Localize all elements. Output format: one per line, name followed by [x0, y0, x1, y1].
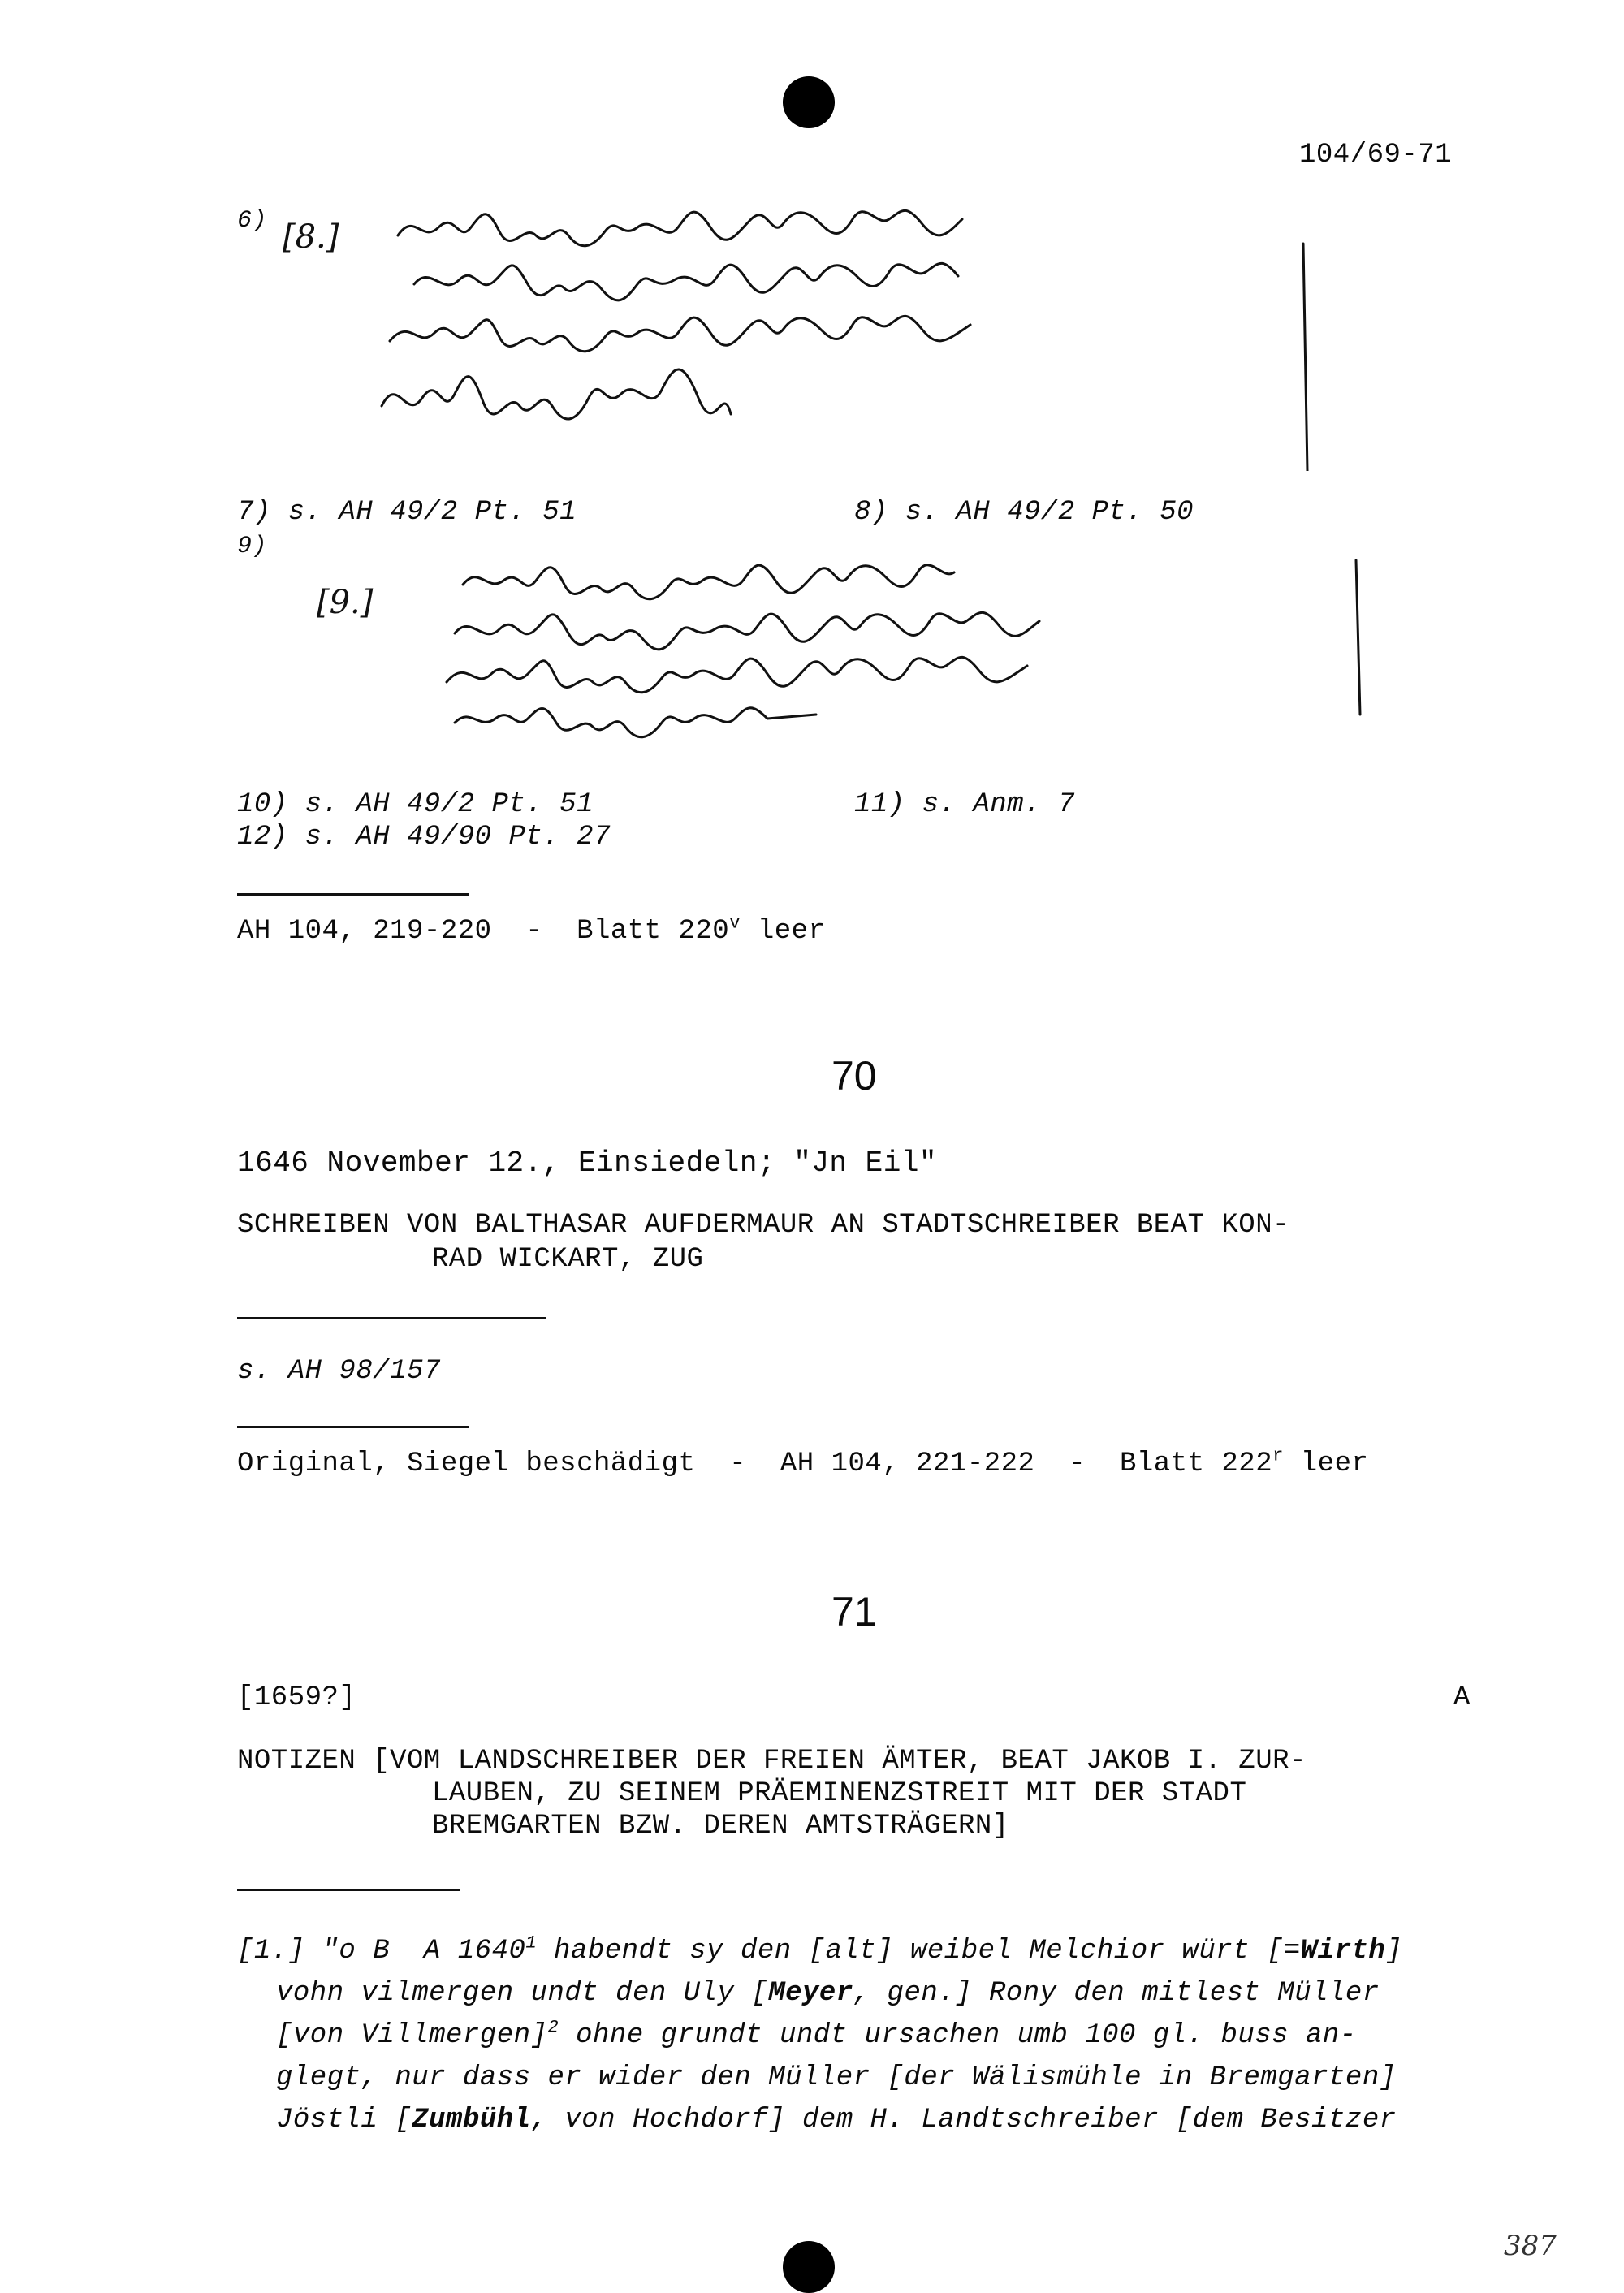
footnote-10: 10) s. AH 49/2 Pt. 51	[237, 789, 594, 820]
footnote-12: 12) s. AH 49/90 Pt. 27	[237, 822, 611, 853]
punch-hole-top	[783, 76, 835, 128]
footnote-marker: 2	[547, 2017, 559, 2038]
body-text: ]	[1385, 1936, 1403, 1967]
body-text: ohne grundt undt ursachen umb 100 gl. buss an-	[559, 2020, 1357, 2051]
handwritten-marker-9: [9.]	[317, 584, 374, 621]
handwritten-block-9-label: 9)	[237, 533, 268, 560]
divider-rule	[237, 1889, 460, 1891]
body-text: , gen.] Rony den mitlest Müller	[853, 1978, 1380, 2009]
divider-rule	[237, 1317, 546, 1319]
body-text: [von Villmergen]	[276, 2020, 548, 2051]
footnote-8: 8) s. AH 49/2 Pt. 50	[854, 497, 1194, 528]
doc69-source-sup: v	[729, 913, 741, 934]
divider-rule	[237, 893, 469, 896]
page-number: 104/69-71	[1299, 140, 1453, 171]
footnote-11: 11) s. Anm. 7	[854, 789, 1075, 820]
doc71-number: 71	[831, 1589, 877, 1634]
body-text: habendt sy den [alt] weibel Melchior würt [=	[537, 1936, 1301, 1967]
doc70-reference: s. AH 98/157	[237, 1356, 441, 1387]
doc69-source	[237, 913, 826, 947]
body-text: Jöstli [	[276, 2105, 412, 2135]
doc71-body-line3	[276, 2017, 1357, 2051]
doc70-source-tail: leer	[1283, 1449, 1369, 1479]
doc71-body-line2	[276, 1978, 1380, 2009]
handwritten-marker-8: [8.]	[283, 218, 339, 256]
handwritten-block-6	[268, 179, 1389, 471]
body-bold: Wirth	[1300, 1936, 1386, 1967]
doc71-title-line2: LAUBEN, ZU SEINEM PRÄEMINENZSTREIT MIT DER STADT	[432, 1778, 1247, 1809]
body-text: vohn vilmergen undt den Uly [	[276, 1978, 769, 2009]
doc70-title-line1: SCHREIBEN VON BALTHASAR AUFDERMAUR AN STADTSCHREIBER BEAT KON-	[237, 1210, 1290, 1241]
body-text: [1.] "o B A 1640	[237, 1936, 526, 1967]
body-bold: Zumbühl	[412, 2105, 531, 2135]
handwritten-block-6-label: 6)	[237, 207, 268, 235]
doc71-body-line5	[276, 2105, 1397, 2135]
doc70-date: 1646 November 12., Einsiedeln; "Jn Eil"	[237, 1146, 938, 1180]
corner-pencil-note: 387	[1504, 2230, 1557, 2262]
punch-hole-bottom	[783, 2241, 835, 2293]
handwritten-block-9	[292, 544, 1380, 763]
doc71-title-line1: NOTIZEN [VOM LANDSCHREIBER DER FREIEN ÄMTER, BEAT JAKOB I. ZUR-	[237, 1746, 1307, 1777]
doc71-side-letter: A	[1453, 1682, 1471, 1713]
doc70-number: 70	[831, 1053, 877, 1099]
doc70-title-line2: RAD WICKART, ZUG	[432, 1244, 704, 1275]
doc70-source-sup: r	[1272, 1445, 1284, 1466]
doc71-body-line4: glegt, nur dass er wider den Müller [der Wälismühle in Bremgarten]	[276, 2062, 1397, 2093]
footnote-7: 7) s. AH 49/2 Pt. 51	[237, 497, 577, 528]
doc71-date: [1659?]	[237, 1682, 356, 1713]
doc69-source-tail: leer	[740, 916, 826, 947]
doc70-source	[237, 1445, 1369, 1479]
doc71-body-line1	[237, 1932, 1403, 1967]
doc71-title-line3: BREMGARTEN BZW. DEREN AMTSTRÄGERN]	[432, 1811, 1009, 1842]
doc69-source-text: AH 104, 219-220 - Blatt 220	[237, 916, 730, 947]
divider-rule	[237, 1426, 469, 1428]
footnote-marker: 1	[525, 1932, 538, 1954]
doc70-source-text: Original, Siegel beschädigt - AH 104, 221-222 - Blatt 222	[237, 1449, 1273, 1479]
body-bold: Meyer	[768, 1978, 853, 2009]
body-text: , von Hochdorf] dem H. Landtschreiber [dem Besitzer	[530, 2105, 1397, 2135]
